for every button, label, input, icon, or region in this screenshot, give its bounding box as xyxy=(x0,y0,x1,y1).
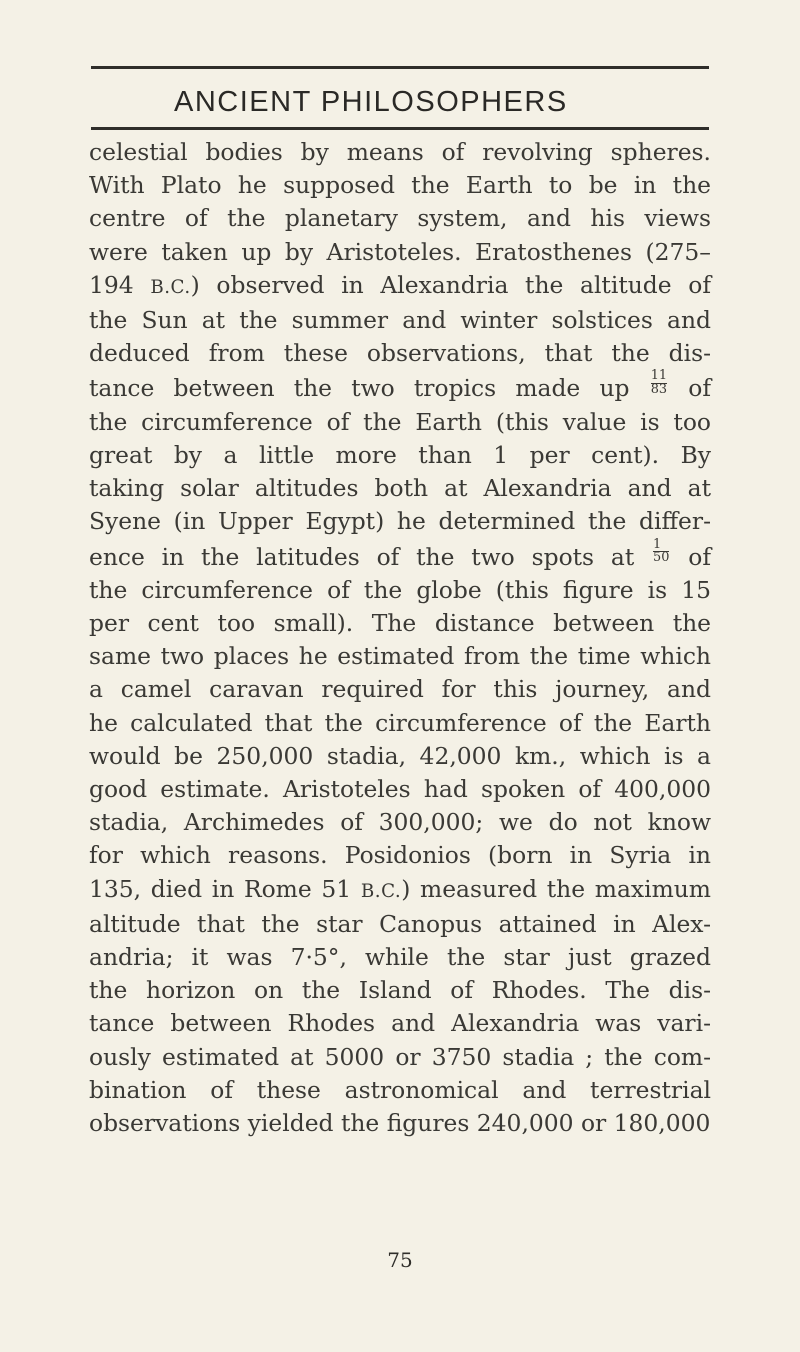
text-fragment: ence in the latitudes of the two spots at xyxy=(89,542,652,571)
text-line: good estimate. Aristoteles had spoken of 400,000 xyxy=(89,775,711,804)
text-line: the horizon on the Island of Rhodes. The dis- xyxy=(89,976,711,1005)
text-line xyxy=(89,536,711,574)
fraction-numerator: 1 xyxy=(653,539,669,553)
text-line: the Sun at the summer and winter solstices and xyxy=(89,306,711,335)
text-line: observations yielded the figures 240,000 or 180,000 xyxy=(89,1109,711,1138)
text-line: the circumference of the globe (this figure is 15 xyxy=(89,575,711,604)
text-fragment: of xyxy=(688,542,711,571)
text-line: altitude that the star Canopus attained in Alex- xyxy=(89,909,711,938)
era-abbreviation: B.C. xyxy=(360,880,402,902)
header-rule-top xyxy=(91,66,709,69)
text-line: With Plato he supposed the Earth to be in the xyxy=(89,171,711,200)
fraction-numerator: 11 xyxy=(650,368,668,384)
fraction-eleven-eighty-thirds xyxy=(649,370,669,397)
fraction-denominator: 50 xyxy=(653,550,670,566)
fraction-denominator: 83 xyxy=(650,382,668,398)
text-line: the circumference of the Earth (this value is too xyxy=(89,407,711,436)
fraction-one-fiftieth xyxy=(651,536,671,566)
text-line xyxy=(89,873,711,908)
text-line: a camel caravan required for this journey, and xyxy=(89,675,711,704)
text-fragment: ) observed in Alexandria the altitude of xyxy=(190,270,711,299)
text-fragment: 194 xyxy=(89,270,151,299)
text-fragment: ) measured the maximum xyxy=(401,874,711,903)
text-line: centre of the planetary system, and his views xyxy=(89,204,711,233)
text-fragment: tance between the two tropics made up xyxy=(89,374,649,403)
text-line: stadia, Archimedes of 300,000; we do not know xyxy=(89,808,711,837)
text-line: per cent too small). The distance between the xyxy=(89,609,711,637)
text-line: Syene (in Upper Egypt) he determined the differ- xyxy=(89,507,711,536)
text-line: tance between Rhodes and Alexandria was vari- xyxy=(89,1009,711,1038)
text-fragment: of xyxy=(688,374,712,403)
text-line xyxy=(89,269,711,304)
text-line: were taken up by Aristoteles. Eratosthenes (275– xyxy=(89,237,711,266)
text-line: bination of these astronomical and terrestrial xyxy=(89,1075,711,1104)
header-rule-bottom xyxy=(91,127,709,130)
text-line: would be 250,000 stadia, 42,000 km., which is a xyxy=(89,741,711,770)
running-head: ANCIENT PHILOSOPHERS xyxy=(174,86,568,118)
text-line: taking solar altitudes both at Alexandria and at xyxy=(89,474,711,503)
page-number: 75 xyxy=(387,1248,413,1272)
text-line: for which reasons. Posidonios (born in Syria in xyxy=(89,841,711,870)
text-line: andria; it was 7·5°, while the star just grazed xyxy=(89,943,711,972)
text-line: ously estimated at 5000 or 3750 stadia ; the com- xyxy=(89,1042,711,1071)
text-line xyxy=(89,370,711,405)
text-line: great by a little more than 1 per cent). By xyxy=(89,440,711,469)
text-line: same two places he estimated from the time which xyxy=(89,642,711,671)
body-text xyxy=(89,136,711,1140)
text-fragment: 135, died in Rome 51 xyxy=(89,874,361,903)
text-line: celestial bodies by means of revolving spheres. xyxy=(89,138,711,166)
era-abbreviation: B.C. xyxy=(150,276,191,298)
text-line: he calculated that the circumference of the Earth xyxy=(89,708,711,737)
text-line: deduced from these observations, that the dis- xyxy=(89,339,711,368)
